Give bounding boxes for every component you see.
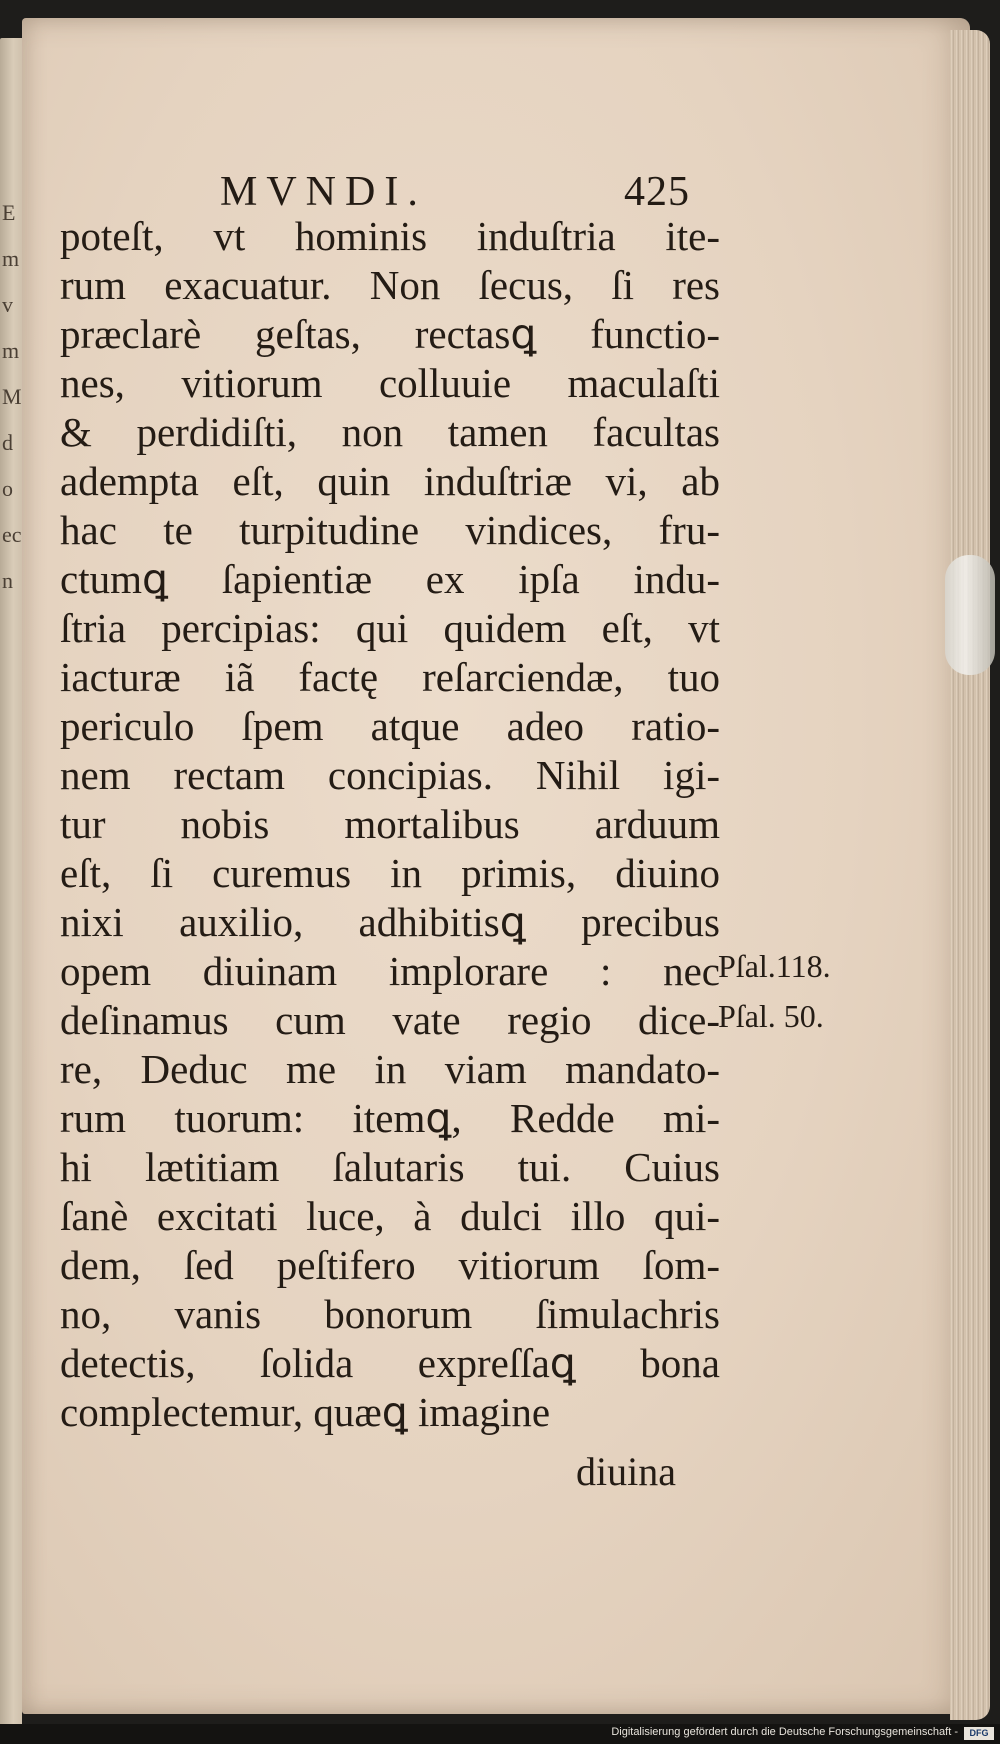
text-line: & perdidiſti, non tamen facultas	[60, 409, 720, 455]
text-line: nes, vitiorum colluuie maculaſti	[60, 360, 720, 406]
previous-page-fragment: d	[2, 430, 13, 455]
text-line: eſt, ſi curemus in primis, diuino	[60, 850, 720, 896]
text-line: re, Deduc me in viam mandato-	[60, 1046, 720, 1092]
catchword: diuina	[576, 1449, 676, 1494]
text-line: ctumꝗ ſapientiæ ex ipſa indu-	[60, 556, 720, 602]
text-line: iacturæ iã factę reſarciendæ, tuo	[60, 654, 720, 700]
text-line: complectemur, quæꝗ imagine	[60, 1389, 551, 1435]
text-line: adempta eſt, quin induſtriæ vi, ab	[60, 458, 720, 504]
text-line: ſtria percipias: qui quidem eſt, vt	[60, 605, 720, 651]
body-text	[60, 212, 720, 1437]
previous-page-fragment: o	[2, 476, 13, 501]
text-line: periculo ſpem atque adeo ratio-	[60, 703, 720, 749]
text-line: hi lætitiam ſalutaris tui. Cuius	[60, 1144, 720, 1190]
clip-icon	[945, 555, 995, 675]
dfg-logo: DFG	[964, 1727, 994, 1740]
text-line: no, vanis bonorum ſimulachris	[60, 1291, 720, 1337]
text-line: opem diuinam implorare : nec	[60, 948, 720, 994]
previous-page-fragment: v	[2, 292, 13, 317]
previous-page-fragment: n	[2, 568, 13, 593]
text-line: nem rectam concipias. Nihil igi-	[60, 752, 720, 798]
previous-page-fragment: E	[2, 200, 16, 225]
text-line: præclarè geſtas, rectasꝗ functio-	[60, 311, 720, 357]
previous-page-fragment: m	[2, 338, 20, 363]
marginal-note: Pſal.118.	[718, 948, 831, 984]
text-line: deſinamus cum vate regio dice-	[60, 997, 720, 1043]
previous-page-fragment: M	[2, 384, 22, 409]
text-line: detectis, ſolida expreſſaꝗ bona	[60, 1340, 720, 1386]
text-line: nixi auxilio, adhibitisꝗ precibus	[60, 899, 720, 945]
text-line: rum exacuatur. Non ſecus, ſi res	[60, 262, 720, 308]
previous-page-fragments	[2, 190, 20, 604]
text-line: rum tuorum: itemꝗ, Redde mi-	[60, 1095, 720, 1141]
text-line: dem, ſed peſtifero vitiorum ſom-	[60, 1242, 720, 1288]
previous-page-fragment: ec	[2, 522, 22, 547]
running-head-title: MVNDI.	[220, 169, 427, 215]
text-line: tur nobis mortalibus arduum	[60, 801, 720, 847]
page-number: 425	[624, 169, 690, 215]
footer-credit: Digitalisierung gefördert durch die Deutsche Forschungsgemeinschaft -	[611, 1726, 958, 1738]
page-stack-edge	[950, 30, 990, 1720]
text-line: ſanè excitati luce, à dulci illo qui-	[60, 1193, 720, 1239]
text-line: poteſt, vt hominis induſtria ite-	[60, 213, 720, 259]
text-line: hac te turpitudine vindices, fru-	[60, 507, 720, 553]
previous-page-fragment: m	[2, 246, 20, 271]
marginal-note: Pſal. 50.	[718, 998, 824, 1034]
